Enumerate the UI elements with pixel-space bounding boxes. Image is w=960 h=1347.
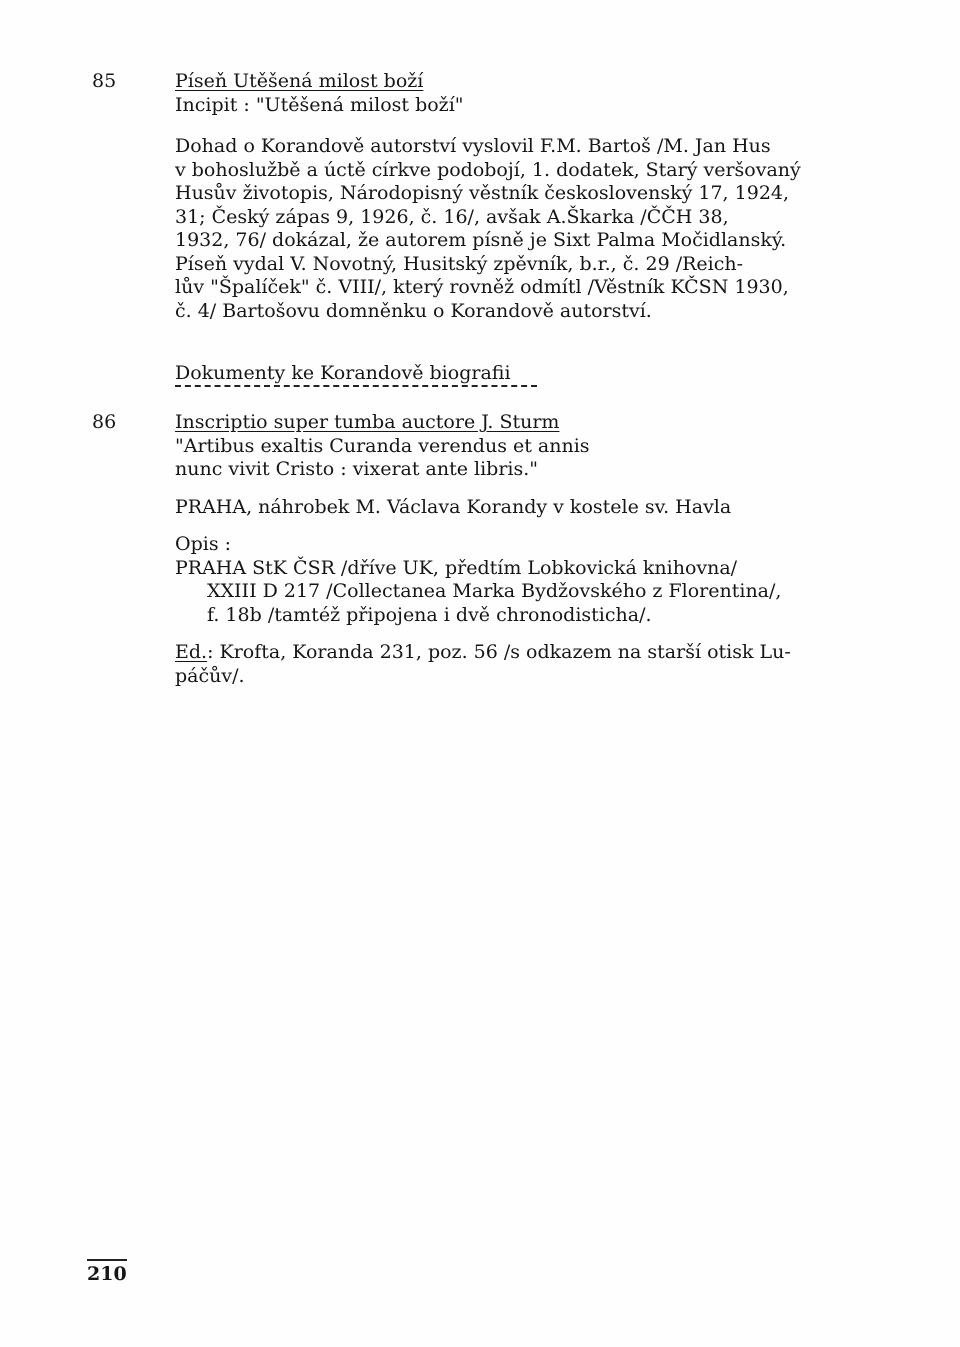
entry-number-85: 85 xyxy=(92,70,117,92)
entry-86-ed-label: Ed. xyxy=(175,641,208,663)
entry-85-body-line: 31; Český zápas 9, 1926, č. 16/, avšak A.Škarka /ČČH 38, xyxy=(175,205,729,228)
entry-86 xyxy=(175,411,895,688)
entry-85-body-line: Píseň vydal V. Novotný, Husitský zpěvník, b.r., č. 29 /Reich- xyxy=(175,252,744,275)
entry-85-incipit: Incipit : "Utěšená milost boží" xyxy=(175,93,464,116)
entry-86-location: PRAHA, náhrobek M. Václava Korandy v kostele sv. Havla xyxy=(175,495,732,518)
entry-86-opis-label: Opis : xyxy=(175,533,232,555)
section-heading xyxy=(175,362,895,386)
entry-85-title: Píseň Utěšená milost boží xyxy=(175,70,424,92)
entry-86-opis-line: f. 18b /tamtéž připojena i dvě chronodisticha/. xyxy=(207,603,652,626)
entry-86-ed-line2: páčův/. xyxy=(175,664,245,687)
entry-86-quote-line: "Artibus exaltis Curanda verendus et annis xyxy=(175,434,590,457)
entry-85-body-line: 1932, 76/ dokázal, že autorem písně je Sixt Palma Močidlanský. xyxy=(175,229,787,251)
entry-86-ed-text: : Krofta, Koranda 231, poz. 56 /s odkazem na starší otisk Lu- xyxy=(207,641,791,663)
section-heading-dashed-rule xyxy=(175,385,537,387)
entry-86-title: Inscriptio super tumba auctore J. Sturm xyxy=(175,411,560,433)
entry-85-body-line: v bohoslužbě a úctě církve podobojí, 1. dodatek, Starý veršovaný xyxy=(175,158,801,181)
entry-85-body-line: Husův životopis, Národopisný věstník československý 17, 1924, xyxy=(175,182,790,204)
entry-85 xyxy=(175,70,895,323)
entry-86-edition xyxy=(175,641,895,665)
entry-86-opis-line: PRAHA StK ČSR /dříve UK, předtím Lobkovická knihovna/ xyxy=(175,556,738,579)
page-number: 210 xyxy=(87,1259,127,1285)
entry-86-opis-line: XXIII D 217 /Collectanea Marka Bydžovského z Florentina/, xyxy=(207,580,782,602)
section-heading-text: Dokumenty ke Korandově biografii xyxy=(175,362,511,384)
entry-85-body-line: č. 4/ Bartošovu domněnku o Korandově autorství. xyxy=(175,299,652,322)
entry-85-body-line: lův "Špalíček" č. VIII/, který rovněž odmítl /Věstník KČSN 1930, xyxy=(175,276,789,298)
entry-85-body-line: Dohad o Korandově autorství vyslovil F.M. Bartoš /M. Jan Hus xyxy=(175,135,771,157)
entry-number-86: 86 xyxy=(92,411,117,433)
entry-86-quote-line: nunc vivit Cristo : vixerat ante libris." xyxy=(175,458,539,480)
